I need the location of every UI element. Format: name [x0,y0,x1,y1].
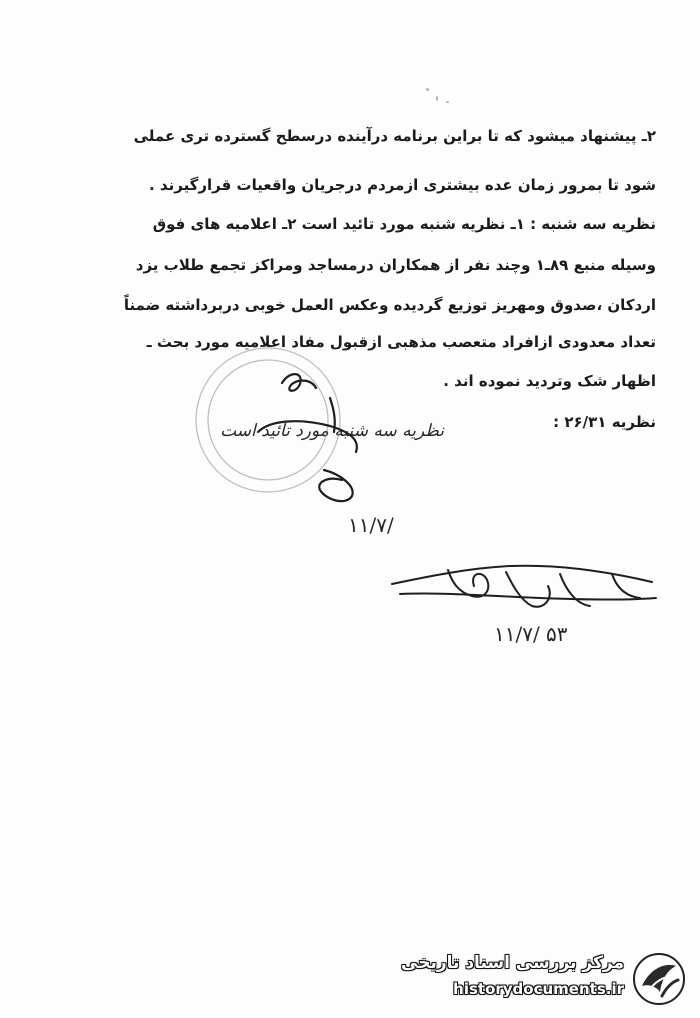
document-line-5: اردکان ،صدوق ومهریز توزیع گردیده وعکس العمل خوبی دربرداشته ضمناً [123,296,656,314]
document-line-8: نظریه ۲۶/۳۱ : [553,413,656,431]
document-line-7: اظهار شک وتردید نموده اند . [443,372,656,390]
document-line-4: وسیله منبع ۸۹ـ۱ وچند نفر از همکاران درمساجد ومراکز تجمع طلاب یزد [135,256,656,274]
document-line-3: نظریه سه شنبه : ۱ـ نظریه شنبه مورد تائید است ۲ـ اعلامیه های فوق [152,215,656,233]
watermark [401,950,686,1008]
document-line-6: تعداد معدودی ازافراد متعصب مذهبی ازقبول مفاد اعلامیه مورد بحث ـ [146,333,656,351]
faint-stamp-circle [196,348,340,492]
date-mark-2: ۱۱/۷/ ۵۳ [494,622,568,646]
watermark-url: historydocuments.ir [453,980,624,998]
archive-logo-icon [632,952,686,1006]
scan-speck [436,96,438,101]
date-mark-1: ۱۱/۷/ [348,513,394,537]
scan-speck [426,88,429,91]
document-line-2: شود تا بمرور زمان عده بیشتری ازمردم درجریان واقعیات قرارگیرند . [149,176,656,194]
document-line-1: ۲ـ پیشنهاد میشود که تا براین برنامه درآینده درسطح گسترده تری عملی [133,127,656,145]
watermark-name: مرکز بررسی اسناد تاریخی [401,953,624,973]
scan-speck [446,101,449,103]
handwritten-note: نظریه سه شنبه مورد تائید است [220,421,444,441]
signature-2 [392,566,656,607]
